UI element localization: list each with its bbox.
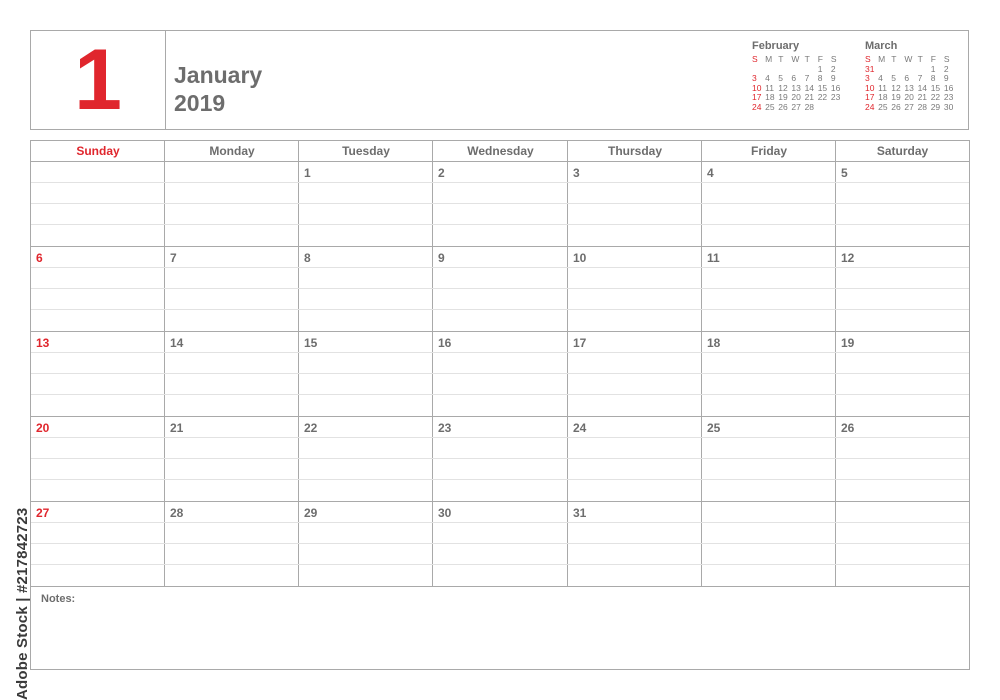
month-name: January bbox=[174, 62, 263, 88]
mini-day: 21 bbox=[804, 92, 815, 103]
mini-day: 27 bbox=[791, 101, 801, 112]
mini-day: 14 bbox=[917, 82, 928, 93]
day-number: 5 bbox=[841, 166, 848, 180]
day-number: 18 bbox=[707, 336, 721, 350]
day-number: 22 bbox=[304, 421, 318, 435]
week-divider bbox=[31, 586, 969, 587]
writing-line bbox=[31, 522, 969, 523]
mini-day: 8 bbox=[930, 73, 936, 84]
mini-day: 3 bbox=[752, 73, 757, 84]
mini-day: 24 bbox=[752, 101, 762, 112]
column-divider bbox=[298, 141, 299, 586]
mini-weekday-header: T bbox=[778, 54, 784, 64]
mini-day: 19 bbox=[891, 92, 901, 103]
mini-calendar-march bbox=[865, 40, 957, 113]
day-number: 23 bbox=[438, 421, 452, 435]
day-number: 4 bbox=[707, 166, 714, 180]
mini-day: 7 bbox=[917, 73, 923, 84]
weekday-header-monday: Monday bbox=[209, 144, 255, 158]
mini-weekday-header: S bbox=[752, 54, 758, 64]
mini-calendar-month-name: February bbox=[752, 40, 800, 52]
writing-line bbox=[31, 288, 969, 289]
day-number: 20 bbox=[36, 421, 50, 435]
weekday-header-wednesday: Wednesday bbox=[467, 144, 534, 158]
writing-line bbox=[31, 564, 969, 565]
writing-line bbox=[31, 309, 969, 310]
day-number: 15 bbox=[304, 336, 318, 350]
mini-weekday-header: S bbox=[943, 54, 950, 64]
weekday-header-thursday: Thursday bbox=[607, 144, 662, 158]
mini-day: 11 bbox=[878, 82, 887, 93]
mini-day: 16 bbox=[830, 82, 841, 93]
mini-day: 9 bbox=[830, 73, 836, 84]
mini-day: 22 bbox=[817, 92, 828, 103]
mini-day: 23 bbox=[830, 92, 841, 103]
month-number: 1 bbox=[31, 31, 166, 129]
day-number: 26 bbox=[841, 421, 855, 435]
day-number: 7 bbox=[170, 251, 177, 265]
day-number: 1 bbox=[304, 166, 311, 180]
writing-line bbox=[31, 182, 969, 183]
day-number: 6 bbox=[36, 251, 43, 265]
mini-day: 3 bbox=[865, 73, 870, 84]
mini-day: 28 bbox=[917, 101, 928, 112]
mini-day: 29 bbox=[930, 101, 941, 112]
mini-day: 15 bbox=[817, 82, 828, 93]
mini-weekday-header: W bbox=[904, 54, 913, 64]
year: 2019 bbox=[174, 90, 226, 116]
month-grid bbox=[30, 140, 970, 670]
day-number: 2 bbox=[438, 166, 445, 180]
mini-weekday-header: T bbox=[917, 54, 923, 64]
column-divider bbox=[164, 141, 165, 586]
mini-day: 19 bbox=[778, 92, 788, 103]
mini-calendar-february bbox=[752, 40, 844, 113]
mini-day: 28 bbox=[804, 101, 815, 112]
day-number: 16 bbox=[438, 336, 452, 350]
day-number: 3 bbox=[573, 166, 580, 180]
day-number: 27 bbox=[36, 506, 50, 520]
mini-day bbox=[831, 103, 844, 113]
mini-day: 25 bbox=[878, 101, 888, 112]
mini-weekday-header: S bbox=[865, 54, 871, 64]
mini-day: 11 bbox=[765, 82, 774, 93]
calendar-header bbox=[30, 30, 969, 130]
watermark: Adobe Stock | #217842723 bbox=[14, 507, 31, 700]
writing-line bbox=[31, 267, 969, 268]
mini-day: 7 bbox=[804, 73, 810, 84]
mini-day: 1 bbox=[930, 63, 936, 74]
writing-line bbox=[31, 203, 969, 204]
day-number: 12 bbox=[841, 251, 855, 265]
mini-day: 9 bbox=[943, 73, 949, 84]
column-divider bbox=[432, 141, 433, 586]
mini-day: 10 bbox=[865, 82, 875, 93]
writing-line bbox=[31, 437, 969, 438]
week-divider bbox=[31, 246, 969, 247]
mini-day: 17 bbox=[865, 92, 875, 103]
day-number: 9 bbox=[438, 251, 445, 265]
day-number: 17 bbox=[573, 336, 587, 350]
mini-weekday-header: F bbox=[817, 54, 823, 64]
mini-calendar-month-name: March bbox=[865, 40, 898, 52]
writing-line bbox=[31, 479, 969, 480]
mini-weekday-header: W bbox=[791, 54, 800, 64]
week-divider bbox=[31, 331, 969, 332]
writing-line bbox=[31, 352, 969, 353]
day-number: 10 bbox=[573, 251, 587, 265]
week-divider bbox=[31, 416, 969, 417]
mini-day: 2 bbox=[943, 63, 949, 74]
weekday-header-tuesday: Tuesday bbox=[342, 144, 390, 158]
mini-day: 17 bbox=[752, 92, 762, 103]
mini-day: 15 bbox=[930, 82, 941, 93]
month-title bbox=[174, 61, 262, 117]
mini-day: 10 bbox=[752, 82, 762, 93]
mini-day: 14 bbox=[804, 82, 815, 93]
mini-day: 1 bbox=[817, 63, 823, 74]
notes-label: Notes: bbox=[41, 593, 76, 605]
day-number: 28 bbox=[170, 506, 184, 520]
mini-day: 13 bbox=[791, 82, 801, 93]
writing-line bbox=[31, 394, 969, 395]
mini-day: 27 bbox=[904, 101, 914, 112]
day-number: 19 bbox=[841, 336, 855, 350]
day-number: 21 bbox=[170, 421, 184, 435]
mini-day: 21 bbox=[917, 92, 928, 103]
day-number: 24 bbox=[573, 421, 587, 435]
mini-day bbox=[818, 103, 831, 113]
day-number: 13 bbox=[36, 336, 50, 350]
mini-day: 5 bbox=[891, 73, 897, 84]
mini-day: 20 bbox=[904, 92, 914, 103]
mini-weekday-header: T bbox=[804, 54, 810, 64]
mini-day: 23 bbox=[943, 92, 954, 103]
mini-day: 24 bbox=[865, 101, 875, 112]
day-number: 25 bbox=[707, 421, 721, 435]
mini-day: 6 bbox=[904, 73, 910, 84]
mini-day: 31 bbox=[865, 63, 875, 74]
mini-day: 12 bbox=[891, 82, 901, 93]
writing-line bbox=[31, 373, 969, 374]
weekday-header-sunday: Sunday bbox=[76, 144, 120, 158]
day-number: 29 bbox=[304, 506, 318, 520]
mini-day: 5 bbox=[778, 73, 784, 84]
mini-day: 8 bbox=[817, 73, 823, 84]
day-number: 31 bbox=[573, 506, 587, 520]
column-divider bbox=[567, 141, 568, 586]
mini-day: 6 bbox=[791, 73, 797, 84]
day-number: 30 bbox=[438, 506, 452, 520]
mini-day: 20 bbox=[791, 92, 801, 103]
mini-day: 30 bbox=[943, 101, 954, 112]
column-divider bbox=[701, 141, 702, 586]
column-divider bbox=[835, 141, 836, 586]
weekday-header-friday: Friday bbox=[750, 144, 787, 158]
day-number: 14 bbox=[170, 336, 184, 350]
mini-weekday-header: M bbox=[765, 54, 773, 64]
mini-day: 12 bbox=[778, 82, 788, 93]
day-number: 11 bbox=[707, 251, 720, 265]
writing-line bbox=[31, 543, 969, 544]
mini-day: 4 bbox=[765, 73, 770, 84]
mini-day: 16 bbox=[943, 82, 954, 93]
writing-line bbox=[31, 458, 969, 459]
mini-weekday-header: S bbox=[830, 54, 837, 64]
mini-day: 22 bbox=[930, 92, 941, 103]
header-divider bbox=[31, 161, 969, 162]
mini-weekday-header: T bbox=[891, 54, 897, 64]
mini-day: 4 bbox=[878, 73, 883, 84]
mini-day: 2 bbox=[830, 63, 836, 74]
mini-day: 26 bbox=[891, 101, 901, 112]
mini-day: 25 bbox=[765, 101, 775, 112]
mini-day: 26 bbox=[778, 101, 788, 112]
mini-day: 18 bbox=[765, 92, 775, 103]
mini-weekday-header: F bbox=[930, 54, 936, 64]
week-divider bbox=[31, 501, 969, 502]
day-number: 8 bbox=[304, 251, 311, 265]
weekday-header-saturday: Saturday bbox=[876, 144, 929, 158]
writing-line bbox=[31, 224, 969, 225]
mini-day: 13 bbox=[904, 82, 914, 93]
mini-day: 18 bbox=[878, 92, 888, 103]
mini-weekday-header: M bbox=[878, 54, 886, 64]
